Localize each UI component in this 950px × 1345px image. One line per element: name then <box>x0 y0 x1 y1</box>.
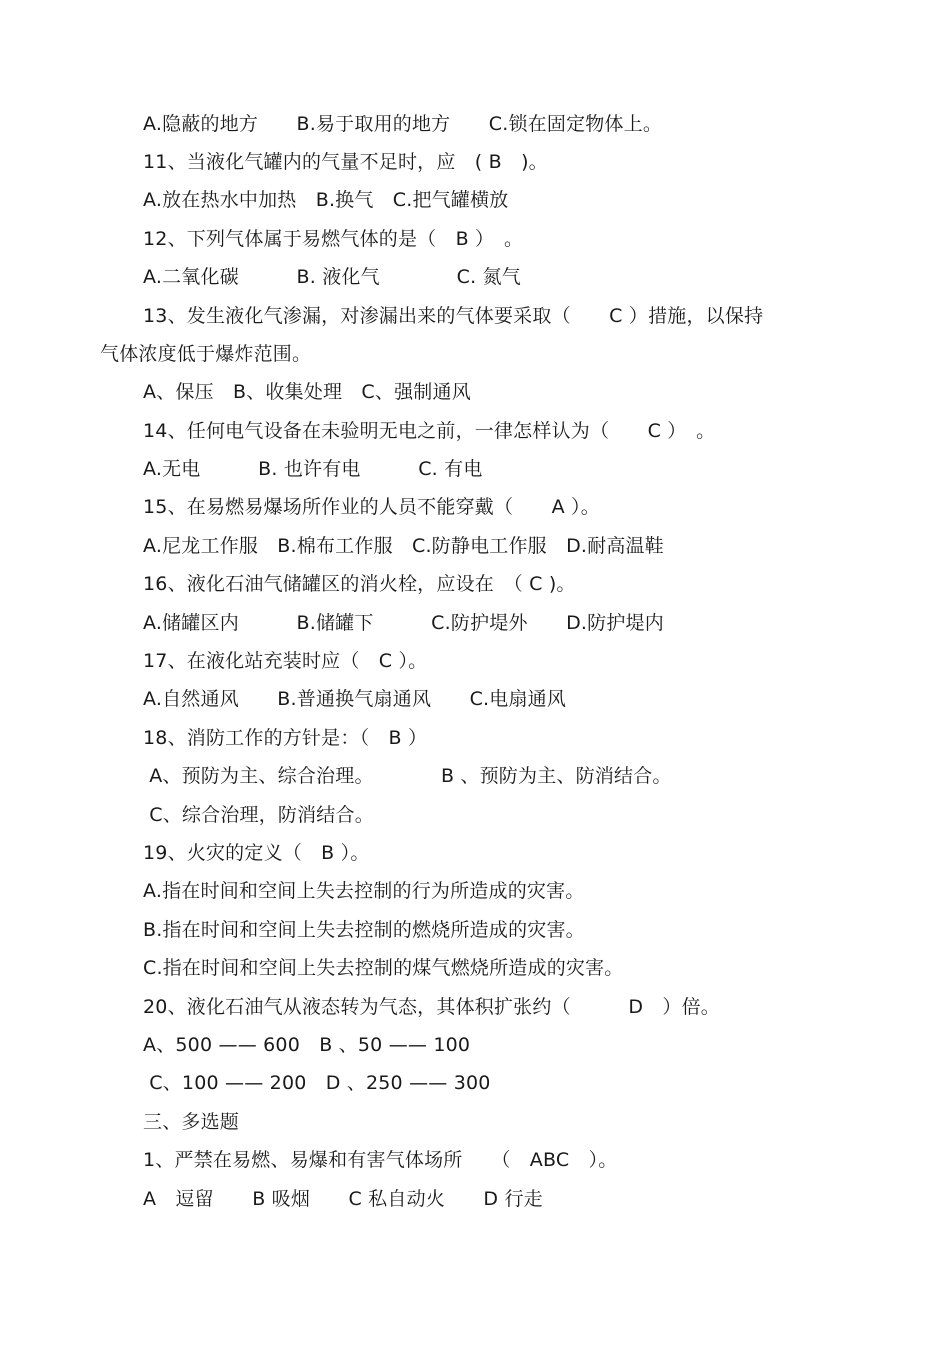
text-line-17: 18、消防工作的方针是：（ B ） <box>143 727 428 749</box>
text-line-22: B.指在时间和空间上失去控制的燃烧所造成的灾害。 <box>143 919 585 941</box>
text-line-3: A.放在热水中加热 B.换气 C.把气罐横放 <box>143 189 509 211</box>
text-line-19: C、综合治理，防消结合。 <box>143 804 374 826</box>
text-line-23: C.指在时间和空间上失去控制的煤气燃烧所造成的灾害。 <box>143 957 624 979</box>
text-line-16: A.自然通风 B.普通换气扇通风 C.电扇通风 <box>143 688 567 710</box>
text-line-26: C、100 —— 200 D 、250 —— 300 <box>143 1072 491 1094</box>
text-line-18: A、预防为主、综合治理。 B 、预防为主、防消结合。 <box>143 765 672 787</box>
text-line-28: 1、严禁在易燃、易爆和有害气体场所 （ ABC ）。 <box>143 1149 618 1171</box>
section-heading: 三、多选题 <box>143 1111 240 1133</box>
text-line-25: A、500 —— 600 B 、50 —— 100 <box>143 1034 471 1056</box>
text-line-4: 12、下列气体属于易燃气体的是（ B ） 。 <box>143 228 524 250</box>
text-line-6: 13、发生液化气渗漏，对渗漏出来的气体要采取（ C ）措施，以保持 <box>143 305 764 327</box>
text-line-12: A.尼龙工作服 B.棉布工作服 C.防静电工作服 D.耐高温鞋 <box>143 535 664 557</box>
text-line-20: 19、火灾的定义（ B ）。 <box>143 842 370 864</box>
text-line-15: 17、在液化站充装时应（ C ）。 <box>143 650 428 672</box>
text-line-1: A.隐蔽的地方 B.易于取用的地方 C.锁在固定物体上。 <box>143 113 663 135</box>
text-line-7: 气体浓度低于爆炸范围。 <box>100 343 312 365</box>
text-line-5: A.二氧化碳 B. 液化气 C. 氮气 <box>143 266 521 288</box>
text-line-10: A.无电 B. 也许有电 C. 有电 <box>143 458 483 480</box>
text-line-29: A 逗留 B 吸烟 C 私自动火 D 行走 <box>143 1188 543 1210</box>
text-line-11: 15、在易燃易爆场所作业的人员不能穿戴（ A ）。 <box>143 496 600 518</box>
text-line-14: A.储罐区内 B.储罐下 C.防护堤外 D.防护堤内 <box>143 612 664 634</box>
text-line-9: 14、任何电气设备在未验明无电之前，一律怎样认为（ C ） 。 <box>143 420 716 442</box>
text-line-2: 11、当液化气罐内的气量不足时，应 ( B )。 <box>143 151 548 173</box>
text-line-8: A、保压 B、收集处理 C、强制通风 <box>143 381 471 403</box>
text-line-21: A.指在时间和空间上失去控制的行为所造成的灾害。 <box>143 880 585 902</box>
text-line-24: 20、液化石油气从液态转为气态，其体积扩张约（ D ）倍。 <box>143 996 721 1018</box>
text-line-13: 16、液化石油气储罐区的消火栓，应设在 （ C )。 <box>143 573 576 595</box>
